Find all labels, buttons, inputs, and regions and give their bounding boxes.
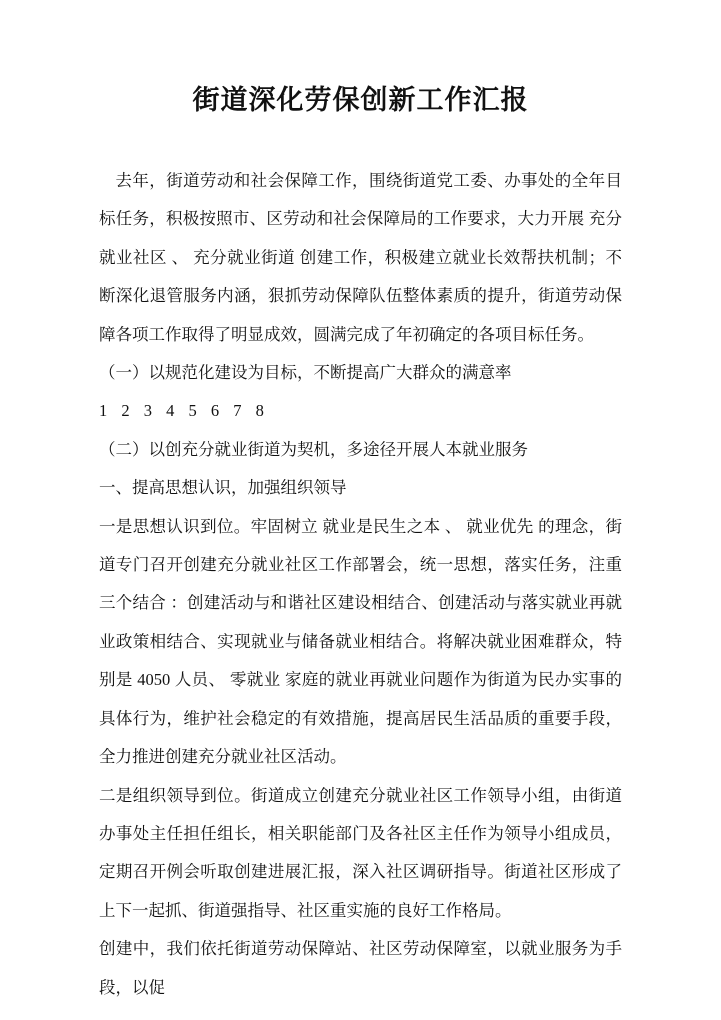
document-title: 街道深化劳保创新工作汇报	[192, 85, 529, 115]
intro-paragraph: 去年，街道劳动和社会保障工作，围绕街道党工委、办事处的全年目标任务，积极按照市、区劳动和社会保障局的工作要求，大力开展 充分就业社区 、 充分就业街道 创建工作，积极建立就业长效帮扶机制；不断深化退管服务内涵，狠抓劳动保障队伍整体素质的提升，街道劳动保障各项工作取得了明显成效，圆满完成了年初确定的各项目标任务。	[99, 171, 622, 344]
section-heading-2: （二）以创充分就业街道为契机，多途径开展人本就业服务	[99, 439, 528, 459]
chapter-heading-1: 一、提高思想认识，加强组织领导	[99, 478, 347, 498]
section-heading-1: （一）以规范化建设为目标，不断提高广大群众的满意率	[99, 363, 512, 383]
paragraph-organization-leadership: 二是组织领导到位。街道成立创建充分就业社区工作领导小组，由街道办事处主任担任组长，相关职能部门及各社区主任作为领导小组成员，定期召开例会听取创建进展汇报，深入社区调研指导。街道社区形成了上下一起抓、街道强指导、社区重实施的良好工作格局。	[99, 785, 622, 920]
paragraph-thought-awareness: 一是思想认识到位。牢固树立 就业是民生之本 、 就业优先 的理念，街道专门召开创建充分就业社区工作部署会，统一思想，落实任务，注重 三个结合 ：创建活动与和谐社区建设相结合、创建活动与落实就业再就业政策相结合、实现就业与储备就业相结合。将解决就业困难群众，特别是 4050 人员、 零就业 家庭的就业再就业问题作为街道为民办实事的具体行为，维护社会稳定的有效措施，提高居民生活品质的重要手段，全力推进创建充分就业社区活动。	[99, 516, 622, 767]
paragraph-creation-process: 创建中，我们依托街道劳动保障站、社区劳动保障室，以就业服务为手段，以促	[99, 939, 622, 997]
document-body	[99, 162, 622, 1007]
page-numbers-line: 1 2 3 4 5 6 7 8	[99, 401, 269, 421]
